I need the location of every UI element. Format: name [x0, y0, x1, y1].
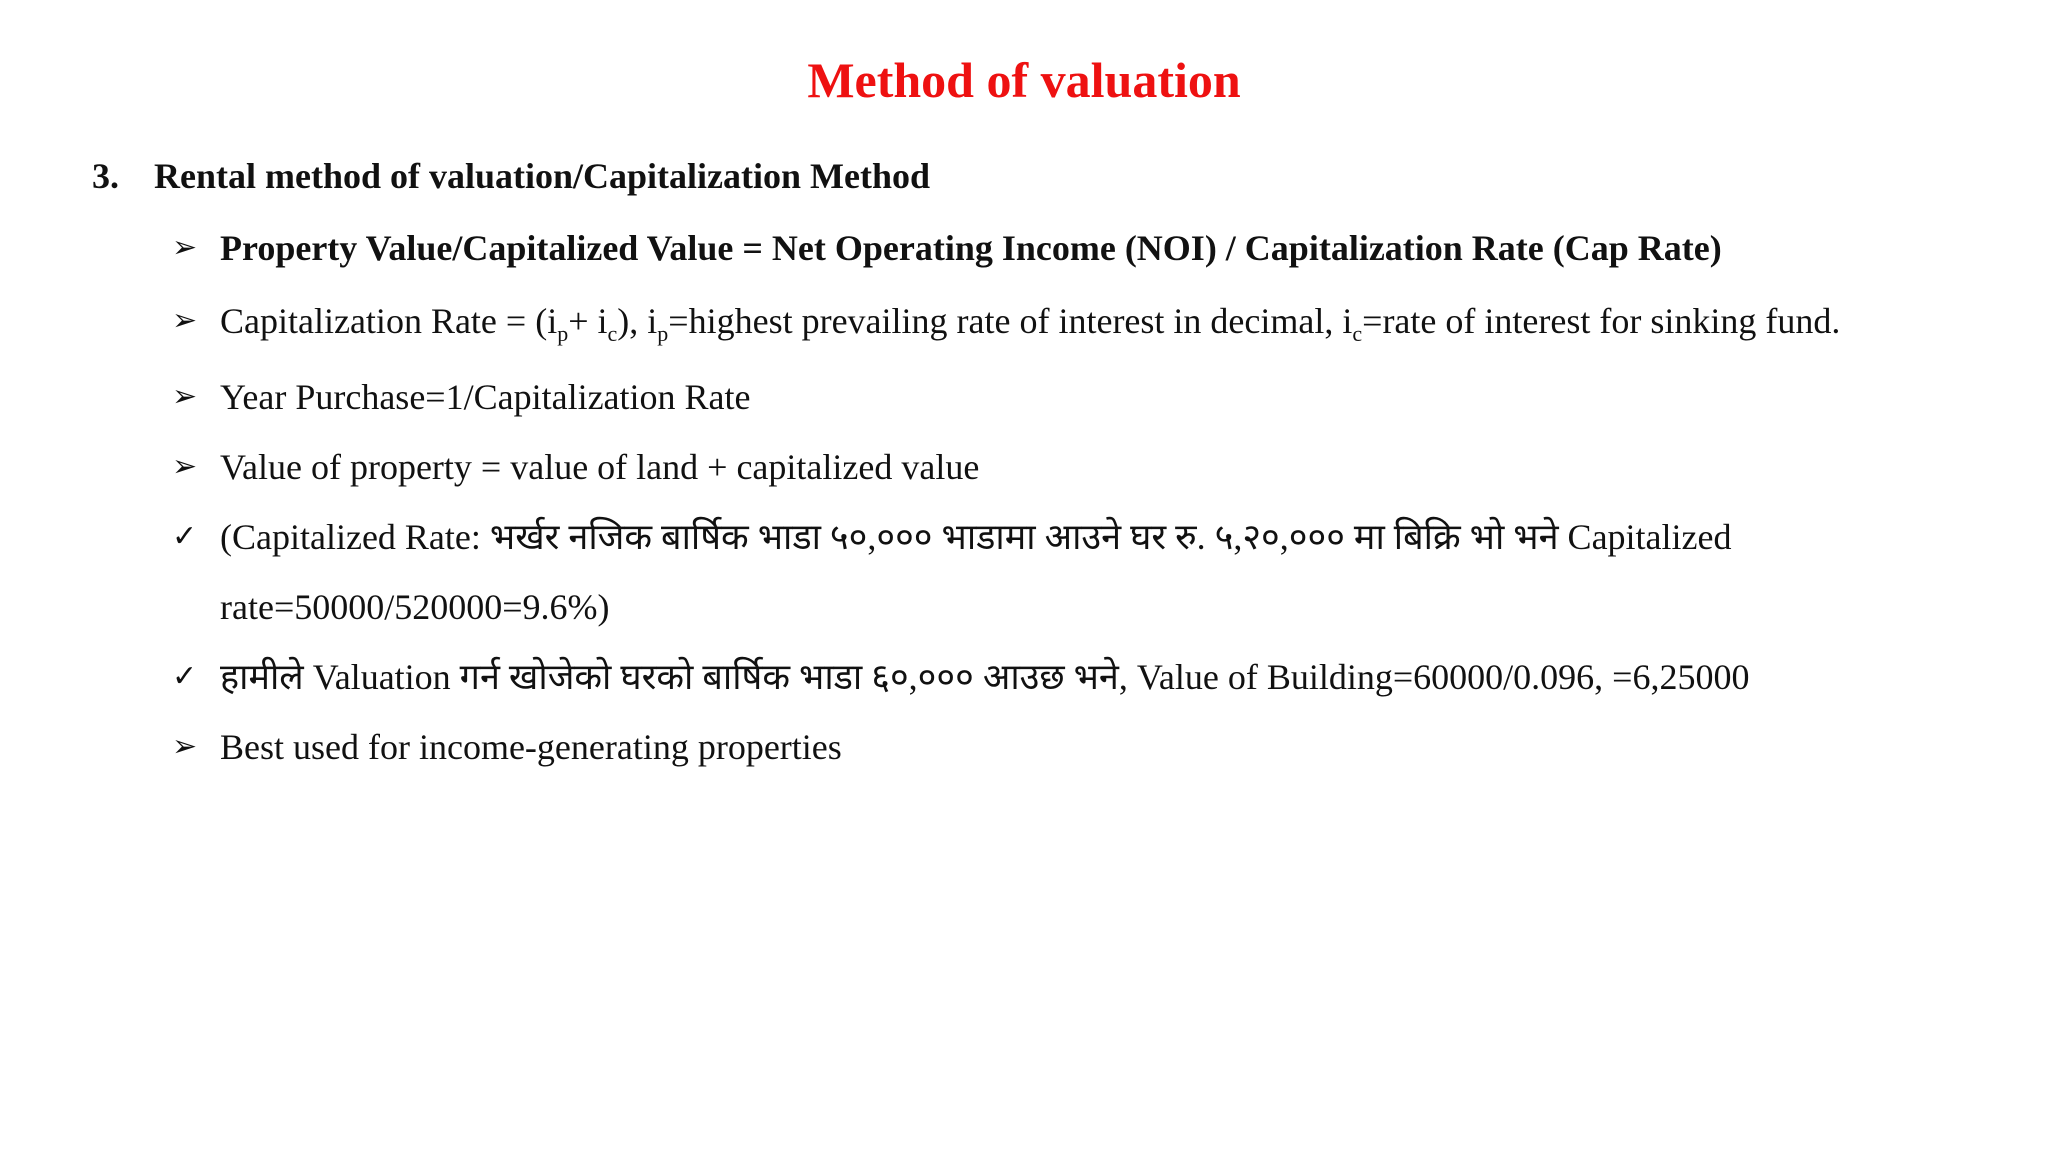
formula-part: =highest prevailing rate of interest in decimal, i [668, 301, 1353, 341]
bullet-text: Best used for income-generating properties [220, 727, 842, 767]
subscript: c [1352, 321, 1363, 346]
formula-part: =rate of interest for sinking fund. [1362, 301, 1841, 341]
subscript: c [607, 321, 618, 346]
bullet-text-continuation: rate=50000/520000=9.6%) [220, 587, 610, 627]
bullet-text: हामीले Valuation गर्न खोजेको घरको बार्षिक भाडा ६०,००० आउछ भने, Value of Building=60000/0.096, =6,25000 [220, 657, 1750, 697]
bullet-text: Value of property = value of land + capitalized value [220, 447, 980, 487]
bullet-text: Property Value/Capitalized Value = Net Operating Income (NOI) / Capitalization Rate (Cap Rate) [220, 228, 1722, 268]
arrow-bullet-icon: ➢ [172, 729, 198, 764]
checkmark-icon: ✓ [172, 519, 198, 554]
formula-part: Capitalization Rate = (i [220, 301, 558, 341]
formula-part: ), i [617, 301, 658, 341]
arrow-bullet-icon: ➢ [172, 230, 198, 265]
section-heading [92, 154, 930, 198]
bullet-text [220, 299, 1841, 346]
arrow-bullet-icon: ➢ [172, 449, 198, 484]
section-heading-text: Rental method of valuation/Capitalization Method [154, 156, 931, 196]
arrow-bullet-icon: ➢ [172, 303, 198, 338]
bullet-text: Year Purchase=1/Capitalization Rate [220, 377, 751, 417]
formula-part: + i [568, 301, 608, 341]
arrow-bullet-icon: ➢ [172, 379, 198, 414]
section-number: 3. [92, 156, 119, 196]
subscript: p [557, 321, 569, 346]
bullet-text: (Capitalized Rate: भर्खर नजिक बार्षिक भाडा ५०,००० भाडामा आउने घर रु. ५,२०,००० मा बिक्रि भो भने Capitalized [220, 517, 1732, 557]
slide-title: Method of valuation [807, 52, 1241, 108]
subscript: p [657, 321, 669, 346]
checkmark-icon: ✓ [172, 659, 198, 694]
